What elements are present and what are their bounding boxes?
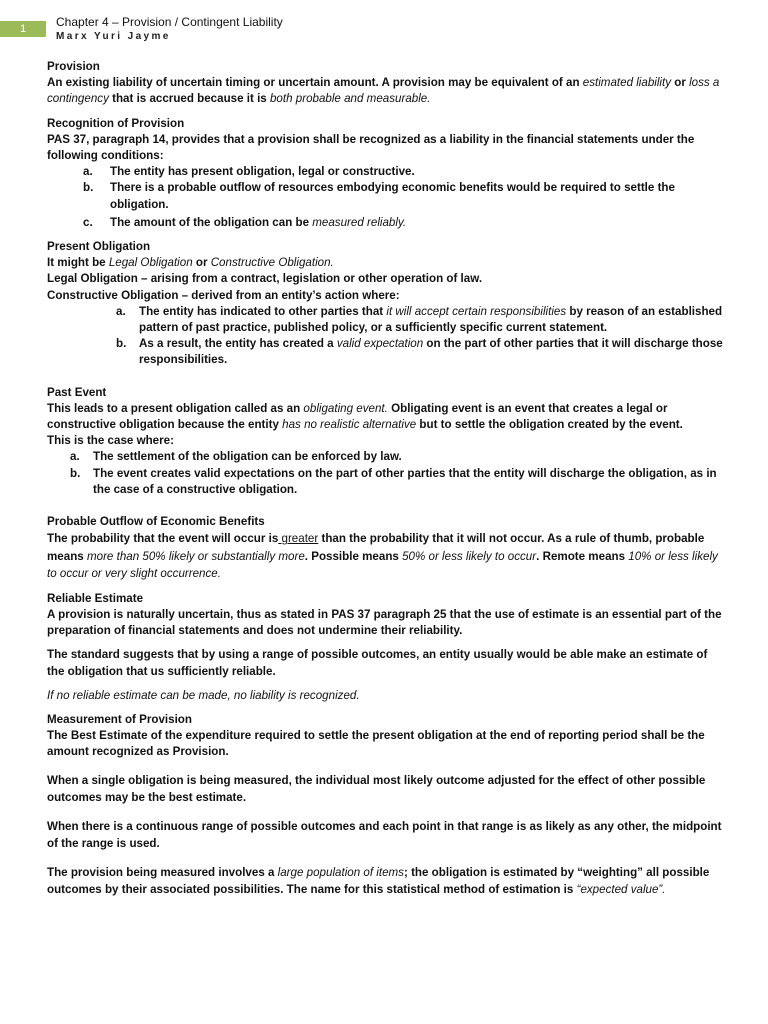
paragraph: The probability that the event will occur is greater than the probability that it will not occur. As a rule of thumb, probable means more than 50% likely or substantially more. Possible means 50% or less likely to occur. Remote means 10% or less likely to occur or very slight occurrence.: [47, 532, 718, 581]
paragraph: When a single obligation is being measured, the individual most likely outcome adjusted for the effect of other possible outcomes may be the best estimate.: [47, 773, 706, 805]
list-item: c. The amount of the obligation can be measured reliably.: [83, 215, 407, 229]
page-number-badge: 1: [0, 21, 46, 37]
paragraph: If no reliable estimate can be made, no liability is recognized.: [47, 688, 360, 702]
paragraph: The provision being measured involves a large population of items; the obligation is estimated by “weighting” all possible outcomes by their associated possibilities. The name for this statistical method of estimation is “expected value”.: [47, 865, 710, 897]
paragraph: Constructive Obligation – derived from an entity’s action where:: [47, 288, 400, 302]
paragraph: This is the case where:: [47, 434, 174, 448]
paragraph: Legal Obligation – arising from a contract, legislation or other operation of law.: [47, 272, 483, 286]
paragraph: When there is a continuous range of possible outcomes and each point in that range is as likely as any other, the midpoint of the range is used.: [47, 819, 722, 851]
section-measurement: [47, 712, 725, 899]
section-heading: Probable Outflow of Economic Benefits: [47, 515, 265, 529]
paragraph: It might be Legal Obligation or Constructive Obligation.: [47, 256, 334, 270]
section-heading: Reliable Estimate: [47, 591, 144, 605]
section-heading: Measurement of Provision: [47, 713, 192, 726]
list-item: a. The settlement of the obligation can be enforced by law.: [70, 450, 402, 464]
paragraph: An existing liability of uncertain timing or uncertain amount. A provision may be equivalent of an estimated liability or loss a contingency that is accrued because it is both probable and measurable.: [47, 76, 720, 106]
condition-list: [47, 164, 725, 231]
section-reliable-estimate: [47, 591, 725, 704]
list-item: b. There is a probable outflow of resources embodying economic benefits would be required to settle the obligation.: [83, 181, 675, 211]
paragraph: A provision is naturally uncertain, thus as stated in PAS 37 paragraph 25 that the use of estimate is an essential part of the preparation of financial statements and does not undermine their reliability.: [47, 607, 722, 638]
section-probable-outflow: [47, 514, 725, 583]
section-past-event: [47, 385, 725, 498]
list-item: a. The entity has present obligation, legal or constructive.: [83, 165, 415, 179]
paragraph: The Best Estimate of the expenditure required to settle the present obligation at the end of reporting period shall be the amount recognized as Provision.: [47, 729, 705, 759]
list-item: b. The event creates valid expectations on the part of other parties that the entity will discharge the obligation, as in the case of a constructive obligation.: [70, 466, 717, 496]
section-heading: Past Event: [47, 385, 107, 399]
paragraph: This leads to a present obligation called as an obligating event. Obligating event is an event that creates a legal or constructive obligation because the entity has no realistic alternative but to settle the obligation created by the event.: [47, 401, 683, 432]
section-present-obligation: [47, 239, 725, 369]
paragraph: PAS 37, paragraph 14, provides that a provision shall be recognized as a liability in the financial statements under the following conditions:: [47, 132, 695, 163]
chapter-title: Chapter 4 – Provision / Contingent Liability: [56, 15, 283, 29]
list-item: b. As a result, the entity has created a valid expectation on the part of other parties that it will discharge those responsibilities.: [116, 337, 723, 367]
document-body: [47, 59, 725, 907]
section-heading: Provision: [47, 60, 100, 73]
section-provision: [47, 59, 725, 108]
section-heading: Present Obligation: [47, 240, 151, 254]
section-heading: Recognition of Provision: [47, 116, 185, 130]
author-name: Marx Yuri Jayme: [56, 31, 171, 42]
paragraph: The standard suggests that by using a range of possible outcomes, an entity usually would be able make an estimate of the obligation that us sufficiently reliable.: [47, 648, 708, 678]
constructive-list: [47, 304, 725, 369]
case-list: [47, 449, 725, 498]
list-item: a. The entity has indicated to other parties that it will accept certain responsibilities by reason of an established pattern of past practice, published policy, or a sufficiently specific current statement.: [116, 304, 723, 335]
section-recognition: [47, 116, 725, 231]
